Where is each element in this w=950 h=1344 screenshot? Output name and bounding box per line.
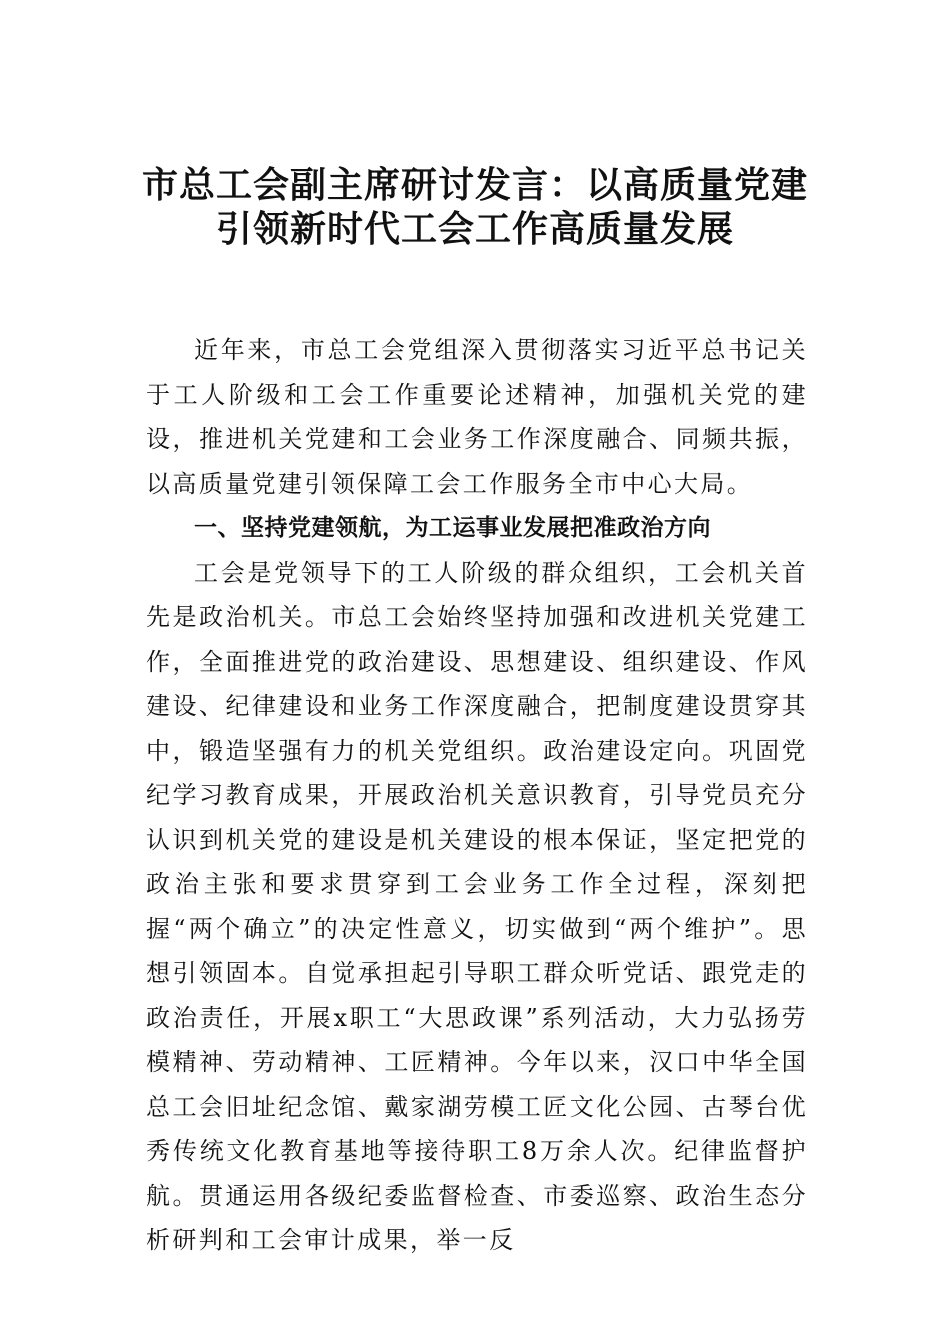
section-1-paragraph: 工会是党领导下的工人阶级的群众组织，工会机关首先是政治机关。市总工会始终坚持加强和改进机关党建工作，全面推进党的政治建设、思想建设、组织建设、作风建设、纪律建设和业务工作深度融合，把制度建设贯穿其中，锻造坚强有力的机关党组织。政治建设定向。巩固党纪学习教育成果，开展政治机关意识教育，引导党员充分认识到机关党的建设是机关建设的根本保证，坚定把党的政治主张和要求贯穿到工会业务工作全过程，深刻把握“两个确立”的决定性意义，切实做到“两个维护”。思想引领固本。自觉承担起引导职工群众听党话、跟党走的政治责任，开展x职工“大思政课”系列活动，大力弘扬劳模精神、劳动精神、工匠精神。今年以来，汉口中华全国总工会旧址纪念馆、戴家湖劳模工匠文化公园、古琴台优秀传统文化教育基地等接待职工8万余人次。纪律监督护航。贯通运用各级纪委监督检查、市委巡察、政治生态分析研判和工会审计成果，举一反	[146, 558, 808, 1254]
document-body	[146, 328, 808, 1263]
document-title-line-2: 引领新时代工会工作高质量发展	[215, 208, 734, 250]
document-title-line-1: 市总工会副主席研讨发言：以高质量党建	[141, 164, 808, 206]
section-heading-1: 一、坚持党建领航，为工运事业发展把准政治方向	[194, 515, 711, 541]
intro-paragraph: 近年来，市总工会党组深入贯彻落实习近平总书记关于工人阶级和工会工作重要论述精神，加强机关党的建设，推进机关党建和工会业务工作深度融合、同频共振，以高质量党建引领保障工会工作服务全市中心大局。	[146, 336, 808, 498]
